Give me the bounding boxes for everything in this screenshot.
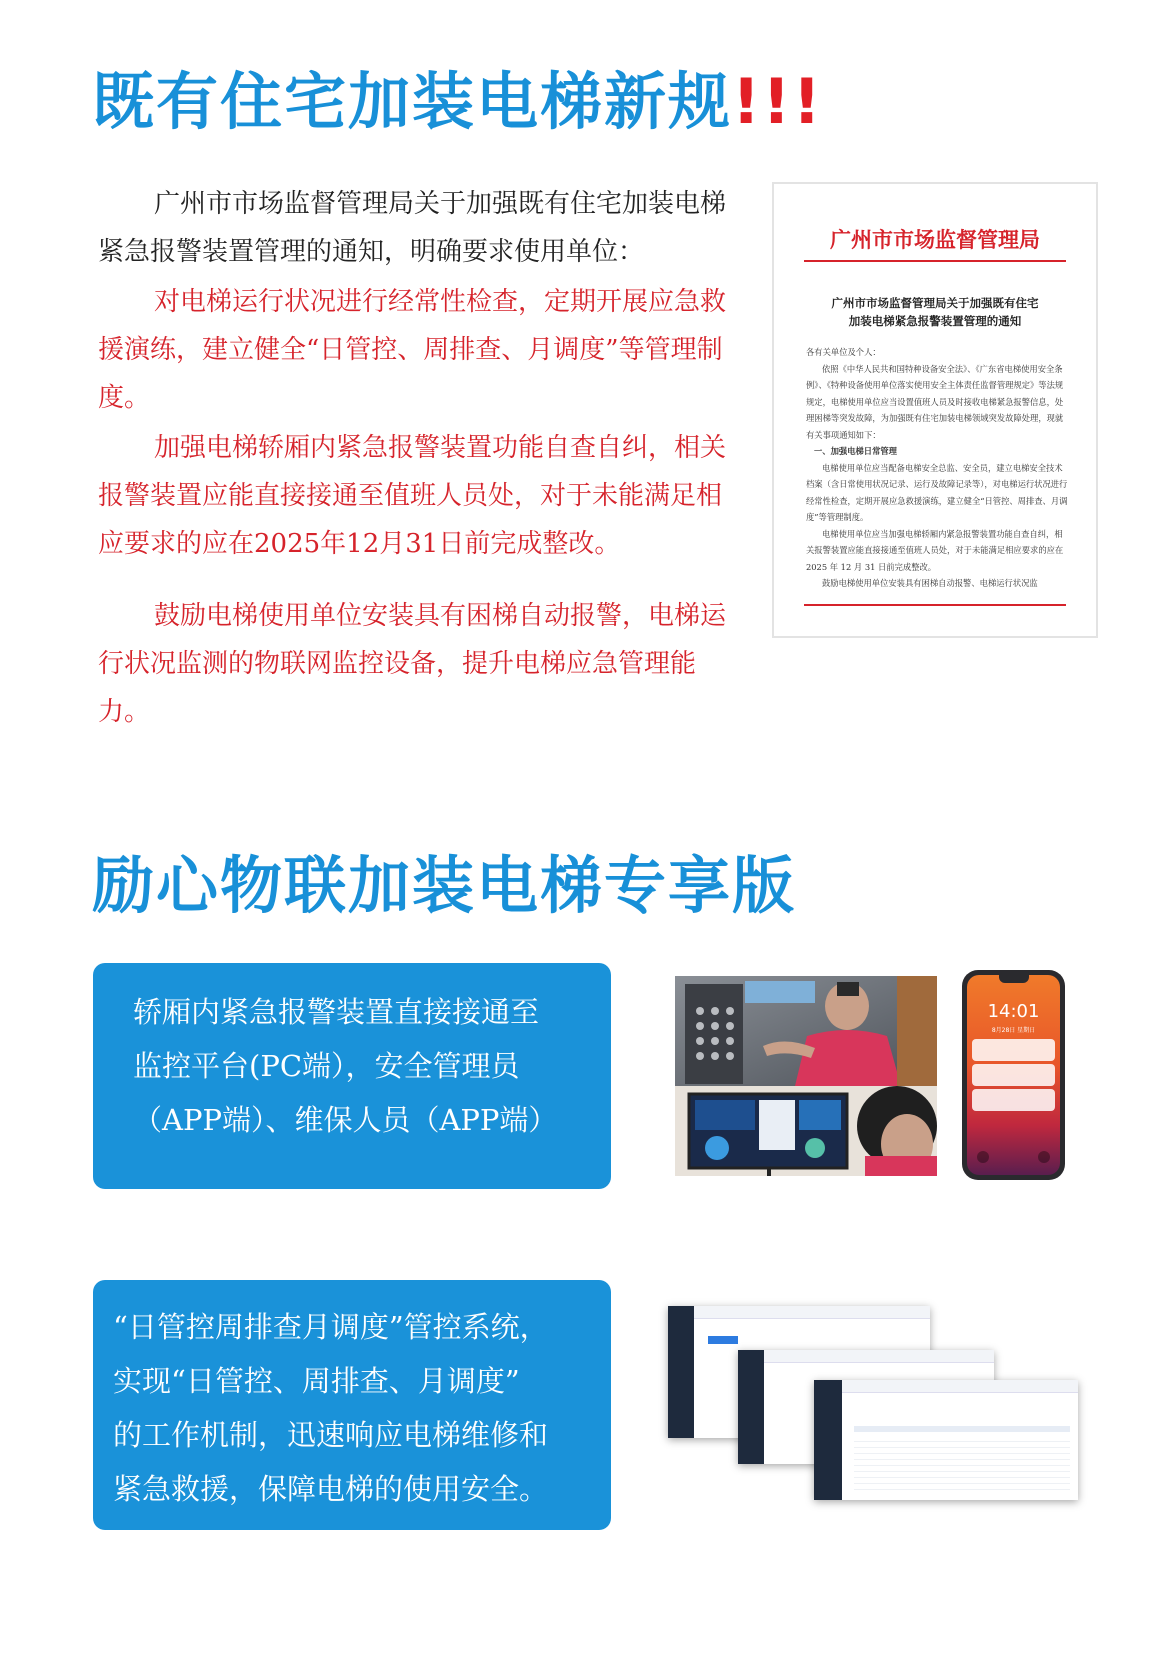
software-screenshot-front [814,1380,1078,1500]
document-paragraph-3: 电梯使用单位应当加强电梯轿厢内紧急报警装置功能自查自纠，相关报警装置应能直接接通至值班人员处，对于未能满足相应要求的应在 2025 年 12 月 31 日前完成整改。 [806,528,1064,572]
document-body [806,344,1068,592]
section1-title [92,52,823,141]
screenshot-table-header [854,1426,1070,1432]
card1-line-1: 轿厢内紧急报警装置直接接通至 [133,995,540,1029]
document-subject-line-1: 广州市市场监督管理局关于加强既有住宅 [831,296,1039,310]
requirement-1 [98,278,733,422]
footer-divider [804,604,1066,606]
feature-card-alarm [93,963,611,1189]
notification-3 [972,1089,1055,1111]
section2-title: 励心物联加装电梯专享版 [92,849,797,922]
card2-line-2: 实现“日管控、周排查、月调度” [113,1364,520,1398]
screenshot-button [708,1336,738,1344]
requirement-2 [98,424,733,568]
flashlight-icon [977,1151,989,1163]
notification-2 [972,1064,1055,1086]
screenshot-header [842,1380,1078,1393]
camera-icon [1038,1151,1050,1163]
official-notice-document [772,182,1098,638]
section1-title-text: 既有住宅加装电梯新规 [92,65,733,138]
photo-illustration [675,976,937,1176]
elevator-monitoring-photo [675,976,937,1176]
document-subject [794,294,1076,330]
screenshot-header [694,1306,930,1319]
notification-1 [972,1039,1055,1061]
document-subject-line-2: 加装电梯紧急报警装置管理的通知 [848,314,1022,328]
document-paragraph-1: 依照《中华人民共和国特种设备安全法》、《广东省电梯使用安全条例》、《特种设备使用单位落实使用安全主体责任监督管理规定》等法规规定，电梯使用单位应当设置值班人员及时接收电梯紧急报警信息，处理困梯等突发故障，为加强既有住宅加装电梯领域突发故障处理，现就有关事项通知如下： [806,363,1064,440]
screenshot-sidebar [814,1380,842,1500]
card2-line-4: 紧急救援，保障电梯的使用安全。 [113,1472,549,1506]
document-paragraph-2: 电梯使用单位应当配备电梯安全总监、安全员，建立电梯安全技术档案（含日常使用状况记录、运行及故障记录等），对电梯运行状况进行经常性检查，定期开展应急救援演练，建立健全“日管控、周排查、月调度”等管理制度。 [806,462,1068,522]
screenshot-sidebar [738,1350,764,1464]
intro-paragraph [98,180,733,276]
card2-line-3: 的工作机制，迅速响应电梯维修和 [113,1418,549,1452]
requirement-1-text: 对电梯运行状况进行经常性检查，定期开展应急救援演练，建立健全“日管控、周排查、月调度”等管理制度。 [98,287,727,413]
card1-line-3: （APP端）、维保人员（APP端） [133,1103,558,1137]
document-section-heading: 一、加强电梯日常管理 [814,446,897,456]
document-salutation: 各有关单位及个人： [806,347,881,357]
exclamation-mark: !!! [732,65,823,138]
feature-card-management-system [93,1280,611,1530]
screenshot-table [854,1436,1070,1494]
smartphone [962,970,1065,1180]
intro-text: 广州市市场监督管理局关于加强既有住宅加装电梯紧急报警装置管理的通知，明确要求使用单位： [98,189,727,267]
document-header: 广州市市场监督管理局 [830,227,1040,252]
requirement-3 [98,592,733,736]
screenshot-header [764,1350,994,1363]
requirement-2-text: 加强电梯轿厢内紧急报警装置功能自查自纠，相关报警装置应能直接接通至值班人员处，对于未能满足相应要求的应在2025年12月31日前完成整改。 [98,433,727,559]
requirement-3-text: 鼓励电梯使用单位安装具有困梯自动报警，电梯运行状况监测的物联网监控设备，提升电梯应急管理能力。 [98,601,727,727]
phone-clock: 14:01 [987,1001,1040,1022]
document-paragraph-4: 鼓励电梯使用单位安装具有困梯自动报警、电梯运行状况监 [822,578,1038,588]
card2-line-1: “日管控周排查月调度”管控系统， [113,1310,549,1344]
header-divider [804,260,1066,262]
screenshot-sidebar [668,1306,694,1438]
card1-line-2: 监控平台(PC端），安全管理员 [133,1049,520,1083]
phone-screen [967,975,1060,1175]
phone-date: 8月28日 星期日 [991,1027,1036,1034]
phone-notch [999,975,1029,983]
